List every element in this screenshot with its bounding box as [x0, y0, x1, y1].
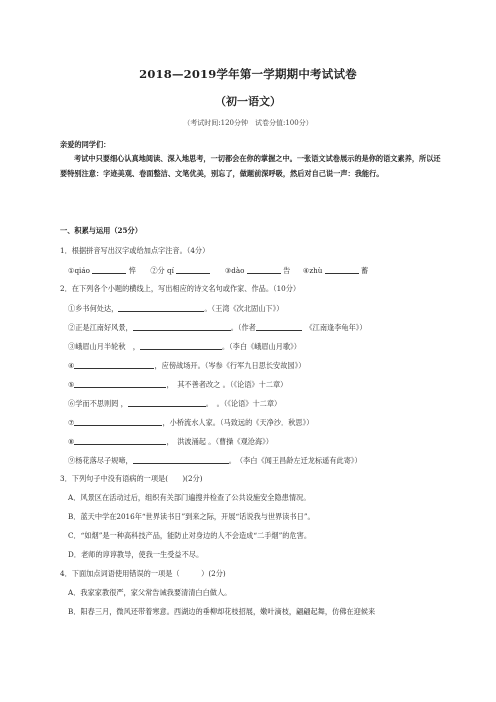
q2-line: ⑨杨花落尽子规啼， 。 （李白《闻王昌龄左迁龙标遥有此寄》）	[68, 456, 362, 465]
q3-option-c[interactable]: C．“如烟”是一种高科技产品，能防止对身边的人不会造成“二手烟”的危害。	[68, 531, 312, 540]
q3-option-b[interactable]: B．蓝天中学在2016年“世界读书日”到来之际，开展“话说我与世界读书日”。	[68, 512, 315, 521]
q2-line: ④ ，应傍战场开。（岑参《行军九日思长安故园》）	[68, 361, 306, 370]
answer-blank[interactable]	[74, 417, 162, 426]
intro-paragraph: 考试中只要细心认真地阅读、深入地思考，一切都会在你的掌握之中。一张语文试卷展示的是你的语文素养，所以还要特别注意：字迹美观、卷面整洁、文笔优美，别忘了，做题前深呼吸，然后对自己说一声：我能行。	[60, 154, 441, 178]
q4-option-a[interactable]: A．我家家教很严，家父常告诫我要清清白白做人。	[68, 588, 232, 597]
answer-blank[interactable]	[325, 265, 359, 274]
question-3-stem: 3．下列句子中没有语病的一项是( )(2分)	[60, 474, 203, 483]
q1-item4: ④zhù	[302, 266, 323, 275]
greeting: 亲爱的同学们：	[60, 140, 111, 149]
q2-line: ②正是江南好风景， 。（作者 《江南逢李龟年》）	[68, 323, 367, 332]
q3-option-a[interactable]: A．风景区在活动过后，组织有关部门遍搜并检查了公共设施安全隐患情况。	[68, 493, 311, 502]
q2-line: ①乡书何处达， 。（王湾《次北固山下》）	[68, 304, 284, 313]
question-1-stem: 1．根据拼音写出汉字或给加点字注音。（4分）	[60, 246, 210, 255]
q4-option-b[interactable]: B．阳春三月，微风还带着寒意。西湖边的垂柳却花枝招展，嫩叶滴枝，翩翩起舞，仿佛在迎候来	[68, 607, 376, 616]
question-4-stem: 4．下面加点词语使用错误的一项是（ ）(2分)	[60, 569, 226, 578]
answer-blank[interactable]	[133, 455, 229, 464]
section-heading: 一、积累与运用（25分）	[60, 226, 142, 235]
q2-line: ⑦ ，小桥流水人家。（马致远的《天净沙．秋思》）	[68, 418, 314, 427]
answer-blank[interactable]	[74, 379, 166, 388]
answer-blank[interactable]	[176, 265, 210, 274]
q3-option-d[interactable]: D．老师的谆谆教导，使我一生受益不尽。	[68, 550, 204, 559]
question-2-stem: 2．在下列各个小题的横线上，写出相应的诗文名句或作家、作品。（10分）	[60, 284, 301, 293]
answer-blank[interactable]	[140, 341, 222, 350]
q2-line: ⑥学而不思则罔 ， 。 。（《论语》十二章）	[68, 399, 282, 408]
answer-blank[interactable]	[128, 398, 206, 407]
q1-item3: ③dào	[224, 266, 245, 275]
q1-item1: ①qiáo	[68, 266, 90, 275]
exam-info: （考试时间:120分钟 试卷分值:100分）	[183, 119, 313, 127]
q1-item2: ②分 qí	[150, 266, 174, 275]
exam-title: 2018—2019学年第一学期期中考试试卷	[139, 67, 357, 81]
answer-blank[interactable]	[118, 303, 204, 312]
answer-blank[interactable]	[247, 265, 281, 274]
q2-line: ③峨眉山月半轮秋 ， 。（李白《峨眉山月歌》）	[68, 342, 301, 351]
question-1-items: ①qiáo 悴 ②分 qí ③dào 告 ④zhù 蓄	[68, 266, 369, 275]
exam-subtitle: （初一语文）	[215, 95, 281, 108]
q2-line: ⑧ ， 洪波涌起 。（曹操《观沧海》）	[68, 437, 273, 446]
answer-blank[interactable]	[133, 322, 231, 331]
q2-line: ⑤ ， 其不善者改之 。（《论语》十二章）	[68, 380, 288, 389]
answer-blank[interactable]	[92, 265, 126, 274]
answer-blank[interactable]	[74, 436, 166, 445]
answer-blank[interactable]	[256, 322, 302, 331]
answer-blank[interactable]	[74, 360, 154, 369]
